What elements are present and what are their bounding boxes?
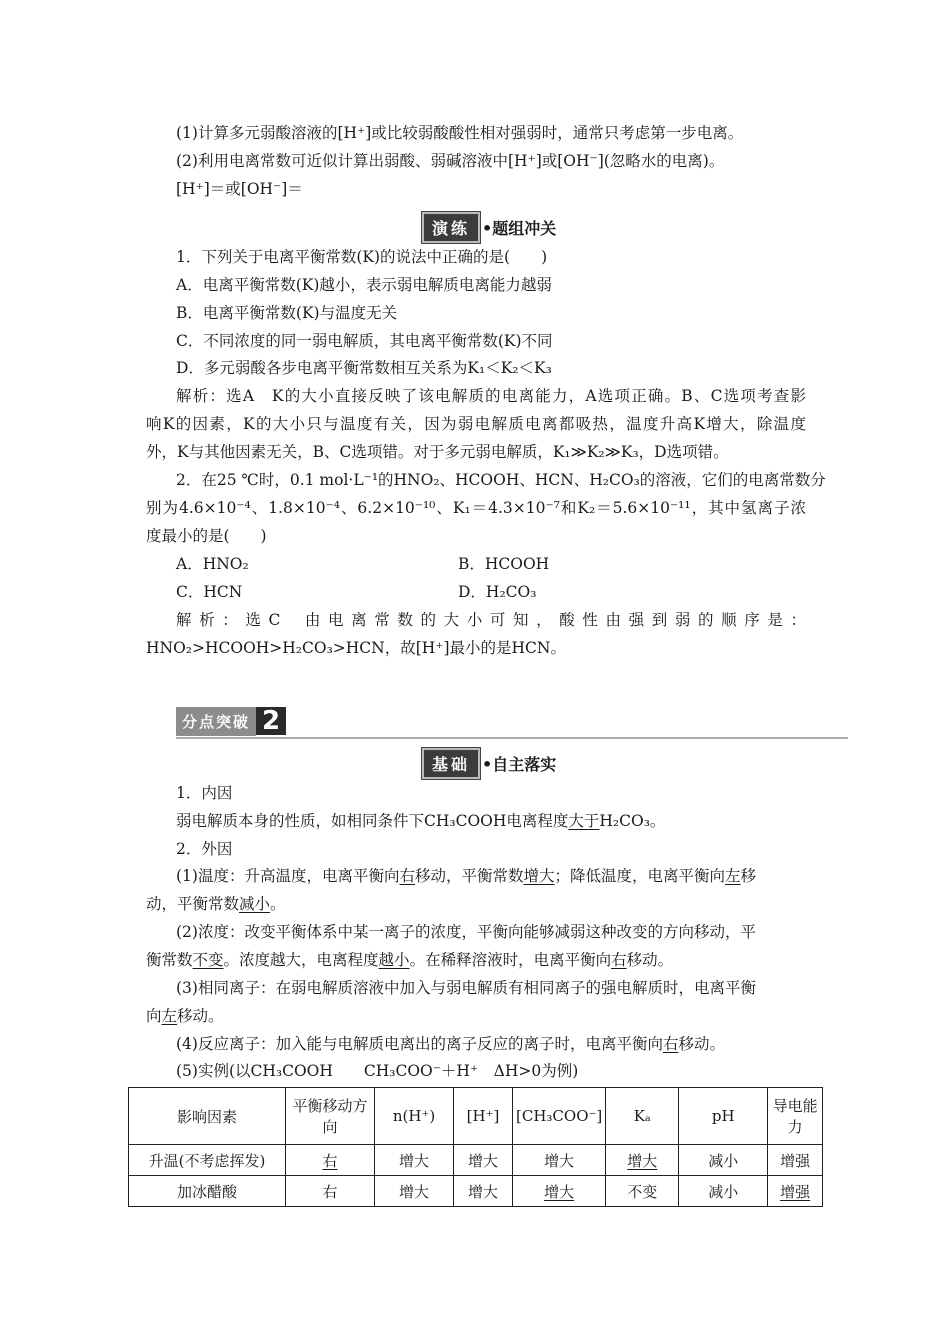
q2-option-d: D．H₂CO₃: [458, 583, 537, 601]
q2-answer-line-1: 解 析 ： 选 C 由 电 离 常 数 的 大 小 可 知 ， 酸 性 由 强 到 弱 的 顺 序 是 ：: [176, 611, 806, 629]
table-cell: 增大: [513, 1176, 606, 1207]
table-cell: 增大: [513, 1145, 606, 1176]
same-ion-line-2: 向左移动。: [146, 1007, 224, 1025]
q2-option-b: B．HCOOH: [458, 555, 550, 573]
concentration-line-1: (2)浓度：改变平衡体系中某一离子的浓度，平衡向能够减弱这种改变的方向移动，平: [176, 923, 756, 941]
intro-paragraph-3: [H⁺]＝或[OH⁻]＝: [176, 180, 303, 198]
table-row: [129, 1176, 823, 1207]
q1-option-c: C．不同浓度的同一弱电解质，其电离平衡常数(K)不同: [176, 332, 553, 350]
q1-answer-line-3: 外，K与其他因素无关，B、C选项错。对于多元弱电解质，K₁≫K₂≫K₃，D选项错。: [146, 443, 729, 461]
table-header: pH: [679, 1088, 768, 1145]
q2-option-c: C．HCN: [176, 583, 243, 601]
q2-stem-line-2: 别为4.6×10⁻⁴、1.8×10⁻⁴、6.2×10⁻¹⁰、K₁＝4.3×10⁻⁷和K₂＝5.6×10⁻¹¹，其中氢离子浓: [146, 499, 806, 517]
influence-factors-table: [128, 1087, 823, 1207]
table-cell: 增强: [768, 1176, 823, 1207]
basics-heading-internal: 1．内因: [176, 784, 233, 802]
q1-option-d: D．多元弱酸各步电离平衡常数相互关系为K₁＜K₂＜K₃: [176, 359, 552, 377]
table-header: n(H⁺): [375, 1088, 454, 1145]
table-cell: 右: [286, 1145, 375, 1176]
section-number: 2: [256, 707, 286, 735]
table-cell: 增大: [375, 1145, 454, 1176]
table-header: [CH₃COO⁻]: [513, 1088, 606, 1145]
section-label: 分点突破: [176, 707, 256, 736]
table-header: [H⁺]: [454, 1088, 513, 1145]
table-header: 影响因素: [129, 1088, 286, 1145]
table-cell: 增大: [454, 1176, 513, 1207]
basics-heading-external: 2．外因: [176, 840, 233, 858]
basics-banner: [422, 748, 556, 779]
q2-stem-line-1: 2．在25 ℃时，0.1 mol·L⁻¹的HNO₂、HCOOH、HCN、H₂CO₃的溶液，它们的电离常数分: [176, 471, 826, 489]
table-cell: 加冰醋酸: [129, 1176, 286, 1207]
table-cell: 增大: [375, 1176, 454, 1207]
table-cell: 增大: [454, 1145, 513, 1176]
reaction-ion-line: (4)反应离子：加入能与电解质电离出的离子反应的离子时，电离平衡向右移动。: [176, 1035, 725, 1053]
basics-banner-tag: 基础: [422, 748, 480, 779]
concentration-line-2: 衡常数不变。浓度越大，电离程度越小。在稀释溶液时，电离平衡向右移动。: [146, 951, 674, 969]
table-cell: 减小: [679, 1145, 768, 1176]
table-header-row: [129, 1088, 823, 1145]
q2-stem-line-3: 度最小的是( ): [146, 527, 267, 545]
table-cell: 减小: [679, 1176, 768, 1207]
table-cell: 右: [286, 1176, 375, 1207]
q1-stem: 1．下列关于电离平衡常数(K)的说法中正确的是( ): [176, 248, 548, 266]
temperature-line-1: (1)温度：升高温度，电离平衡向右移动，平衡常数增大；降低温度，电离平衡向左移: [176, 867, 757, 885]
basics-banner-text: •自主落实: [482, 755, 557, 774]
q1-answer-line-1: 解析：选A K的大小直接反映了该电解质的电离能力，A选项正确。B、C选项考查影: [176, 387, 806, 405]
table-row: [129, 1145, 823, 1176]
example-line: (5)实例(以CH₃COOH CH₃COO⁻＋H⁺ ΔH>0为例): [176, 1062, 579, 1080]
q1-answer-line-2: 响K的因素，K的大小只与温度有关，因为弱电解质电离都吸热，温度升高K增大，除温度: [146, 415, 806, 433]
section-badge: [176, 707, 286, 735]
practice-banner-text: •题组冲关: [482, 219, 557, 238]
q2-option-a: A．HNO₂: [176, 555, 249, 573]
basics-internal-text: 弱电解质本身的性质，如相同条件下CH₃COOH电离程度大于H₂CO₃。: [176, 812, 666, 830]
temperature-line-2: 动，平衡常数减小。: [146, 895, 286, 913]
table-cell: 升温(不考虑挥发): [129, 1145, 286, 1176]
q1-option-a: A．电离平衡常数(K)越小，表示弱电解质电离能力越弱: [176, 276, 552, 294]
q2-answer-line-2: HNO₂>HCOOH>H₂CO₃>HCN，故[H⁺]最小的是HCN。: [146, 639, 566, 657]
table-cell: 不变: [606, 1176, 679, 1207]
table-header: Kₐ: [606, 1088, 679, 1145]
table-header: 导电能力: [768, 1088, 823, 1145]
intro-paragraph-2: (2)利用电离常数可近似计算出弱酸、弱碱溶液中[H⁺]或[OH⁻](忽略水的电离)。: [176, 152, 725, 170]
table-cell: 增强: [768, 1145, 823, 1176]
table-cell: 增大: [606, 1145, 679, 1176]
table-header: 平衡移动方向: [286, 1088, 375, 1145]
section-divider: [176, 737, 848, 739]
practice-banner-tag: 演练: [422, 212, 480, 243]
same-ion-line-1: (3)相同离子：在弱电解质溶液中加入与弱电解质有相同离子的强电解质时，电离平衡: [176, 979, 756, 997]
practice-banner: [422, 212, 556, 243]
intro-paragraph-1: (1)计算多元弱酸溶液的[H⁺]或比较弱酸酸性相对强弱时，通常只考虑第一步电离。: [176, 124, 744, 142]
q1-option-b: B．电离平衡常数(K)与温度无关: [176, 304, 398, 322]
